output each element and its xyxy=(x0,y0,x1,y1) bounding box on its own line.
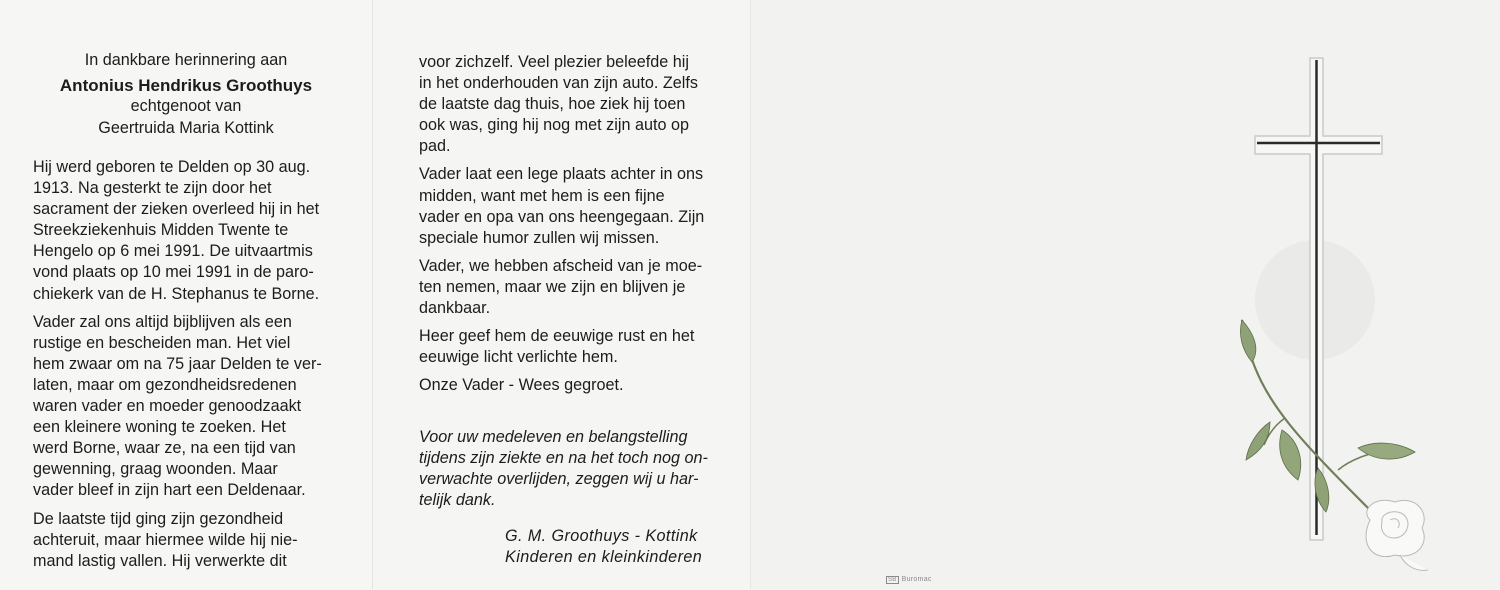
paragraph xyxy=(33,157,331,305)
prayer-line xyxy=(419,375,717,396)
text-line: Streekziekenhuis Midden Twente te xyxy=(33,221,289,240)
paragraph xyxy=(419,164,717,248)
text-line: Voor uw medeleven en belangstelling xyxy=(419,428,688,446)
signature-block xyxy=(505,526,735,568)
text-line: gewenning, graag woonden. Maar xyxy=(33,460,278,479)
text-line: chiekerk van de H. Stephanus te Borne. xyxy=(33,284,320,303)
memorial-heading xyxy=(0,50,372,139)
printer-mark xyxy=(886,576,932,584)
text-line: verwachte overlijden, zeggen wij u har- xyxy=(419,470,699,489)
signature-line: Kinderen en kleinkinderen xyxy=(505,548,703,567)
text-line: achteruit, maar hiermee wilde hij nie- xyxy=(33,530,298,549)
text-line: voor zichzelf. Veel plezier beleefde hij xyxy=(419,53,689,71)
text-line: eeuwige licht verlichte hem. xyxy=(419,348,618,367)
text-line: Onze Vader - Wees gegroet. xyxy=(419,376,624,395)
text-line: dankbaar. xyxy=(419,299,491,318)
text-line: telijk dank. xyxy=(419,491,496,510)
paragraph xyxy=(419,52,717,157)
text-line: in het onderhouden van zijn auto. Zelfs xyxy=(419,74,698,93)
text-line: de laatste dag thuis, hoe ziek hij toen xyxy=(419,95,686,114)
text-line: werd Borne, waar ze, na een tijd van xyxy=(33,439,296,458)
paragraph xyxy=(419,427,717,511)
left-text-body xyxy=(33,157,331,579)
text-line: rustige en bescheiden man. Het viel xyxy=(33,333,291,352)
thank-you-note xyxy=(419,427,717,511)
text-line: ook was, ging hij nog met zijn auto op xyxy=(419,116,689,135)
text-line: waren vader en moeder genoodzaakt xyxy=(33,397,302,416)
text-line: sacrament der zieken overleed hij in het xyxy=(33,200,320,219)
text-line: ten nemen, maar we zijn en blijven je xyxy=(419,277,686,296)
text-line: Hengelo op 6 mei 1991. De uitvaartmis xyxy=(33,242,313,261)
deceased-name: Antonius Hendrikus Groothuys xyxy=(59,75,313,95)
text-line: laten, maar om gezondheidsredenen xyxy=(33,375,297,394)
text-line: Vader laat een lege plaats achter in ons xyxy=(419,165,704,184)
intro-line: In dankbare herinnering aan xyxy=(84,51,288,69)
paragraph xyxy=(33,509,331,572)
spouse-name: Geertruida Maria Kottink xyxy=(98,118,274,137)
text-line: De laatste tijd ging zijn gezondheid xyxy=(33,509,284,528)
cross-with-rose-icon xyxy=(1230,50,1460,590)
text-line: hem zwaar om na 75 jaar Delden te ver- xyxy=(33,354,322,373)
paragraph xyxy=(419,326,717,368)
text-line: Hij werd geboren te Delden op 30 aug. xyxy=(33,158,311,176)
spouse-relation: echtgenoot van xyxy=(130,97,242,115)
text-line: Vader zal ons altijd bijblijven als een xyxy=(33,312,292,331)
text-line: vader bleef in zijn hart een Deldenaar. xyxy=(33,481,306,500)
text-line: Vader, we hebben afscheid van je moe- xyxy=(419,256,703,275)
text-line: mand lastig vallen. Hij verwerkte dit xyxy=(33,551,287,570)
text-line: Heer geef hem de eeuwige rust en het xyxy=(419,327,695,346)
text-line: pad. xyxy=(419,137,451,156)
text-line: midden, want met hem is een fijne xyxy=(419,186,665,205)
printer-logo: SB xyxy=(888,577,897,583)
middle-text-body xyxy=(419,52,717,403)
text-line: vond plaats op 10 mei 1991 in de paro- xyxy=(33,263,314,282)
printer-name: Buromac xyxy=(901,576,932,583)
text-line: 1913. Na gesterkt te zijn door het xyxy=(33,179,272,198)
paragraph xyxy=(33,312,331,502)
signature-line: G. M. Groothuys - Kottink xyxy=(505,527,698,545)
text-line: tijdens zijn ziekte en na het toch nog on- xyxy=(419,449,708,468)
text-line: een kleinere woning te zoeken. Het xyxy=(33,418,286,437)
paragraph xyxy=(419,256,717,319)
text-line: vader en opa van ons heengegaan. Zijn xyxy=(419,207,705,226)
text-line: speciale humor zullen wij missen. xyxy=(419,228,660,247)
